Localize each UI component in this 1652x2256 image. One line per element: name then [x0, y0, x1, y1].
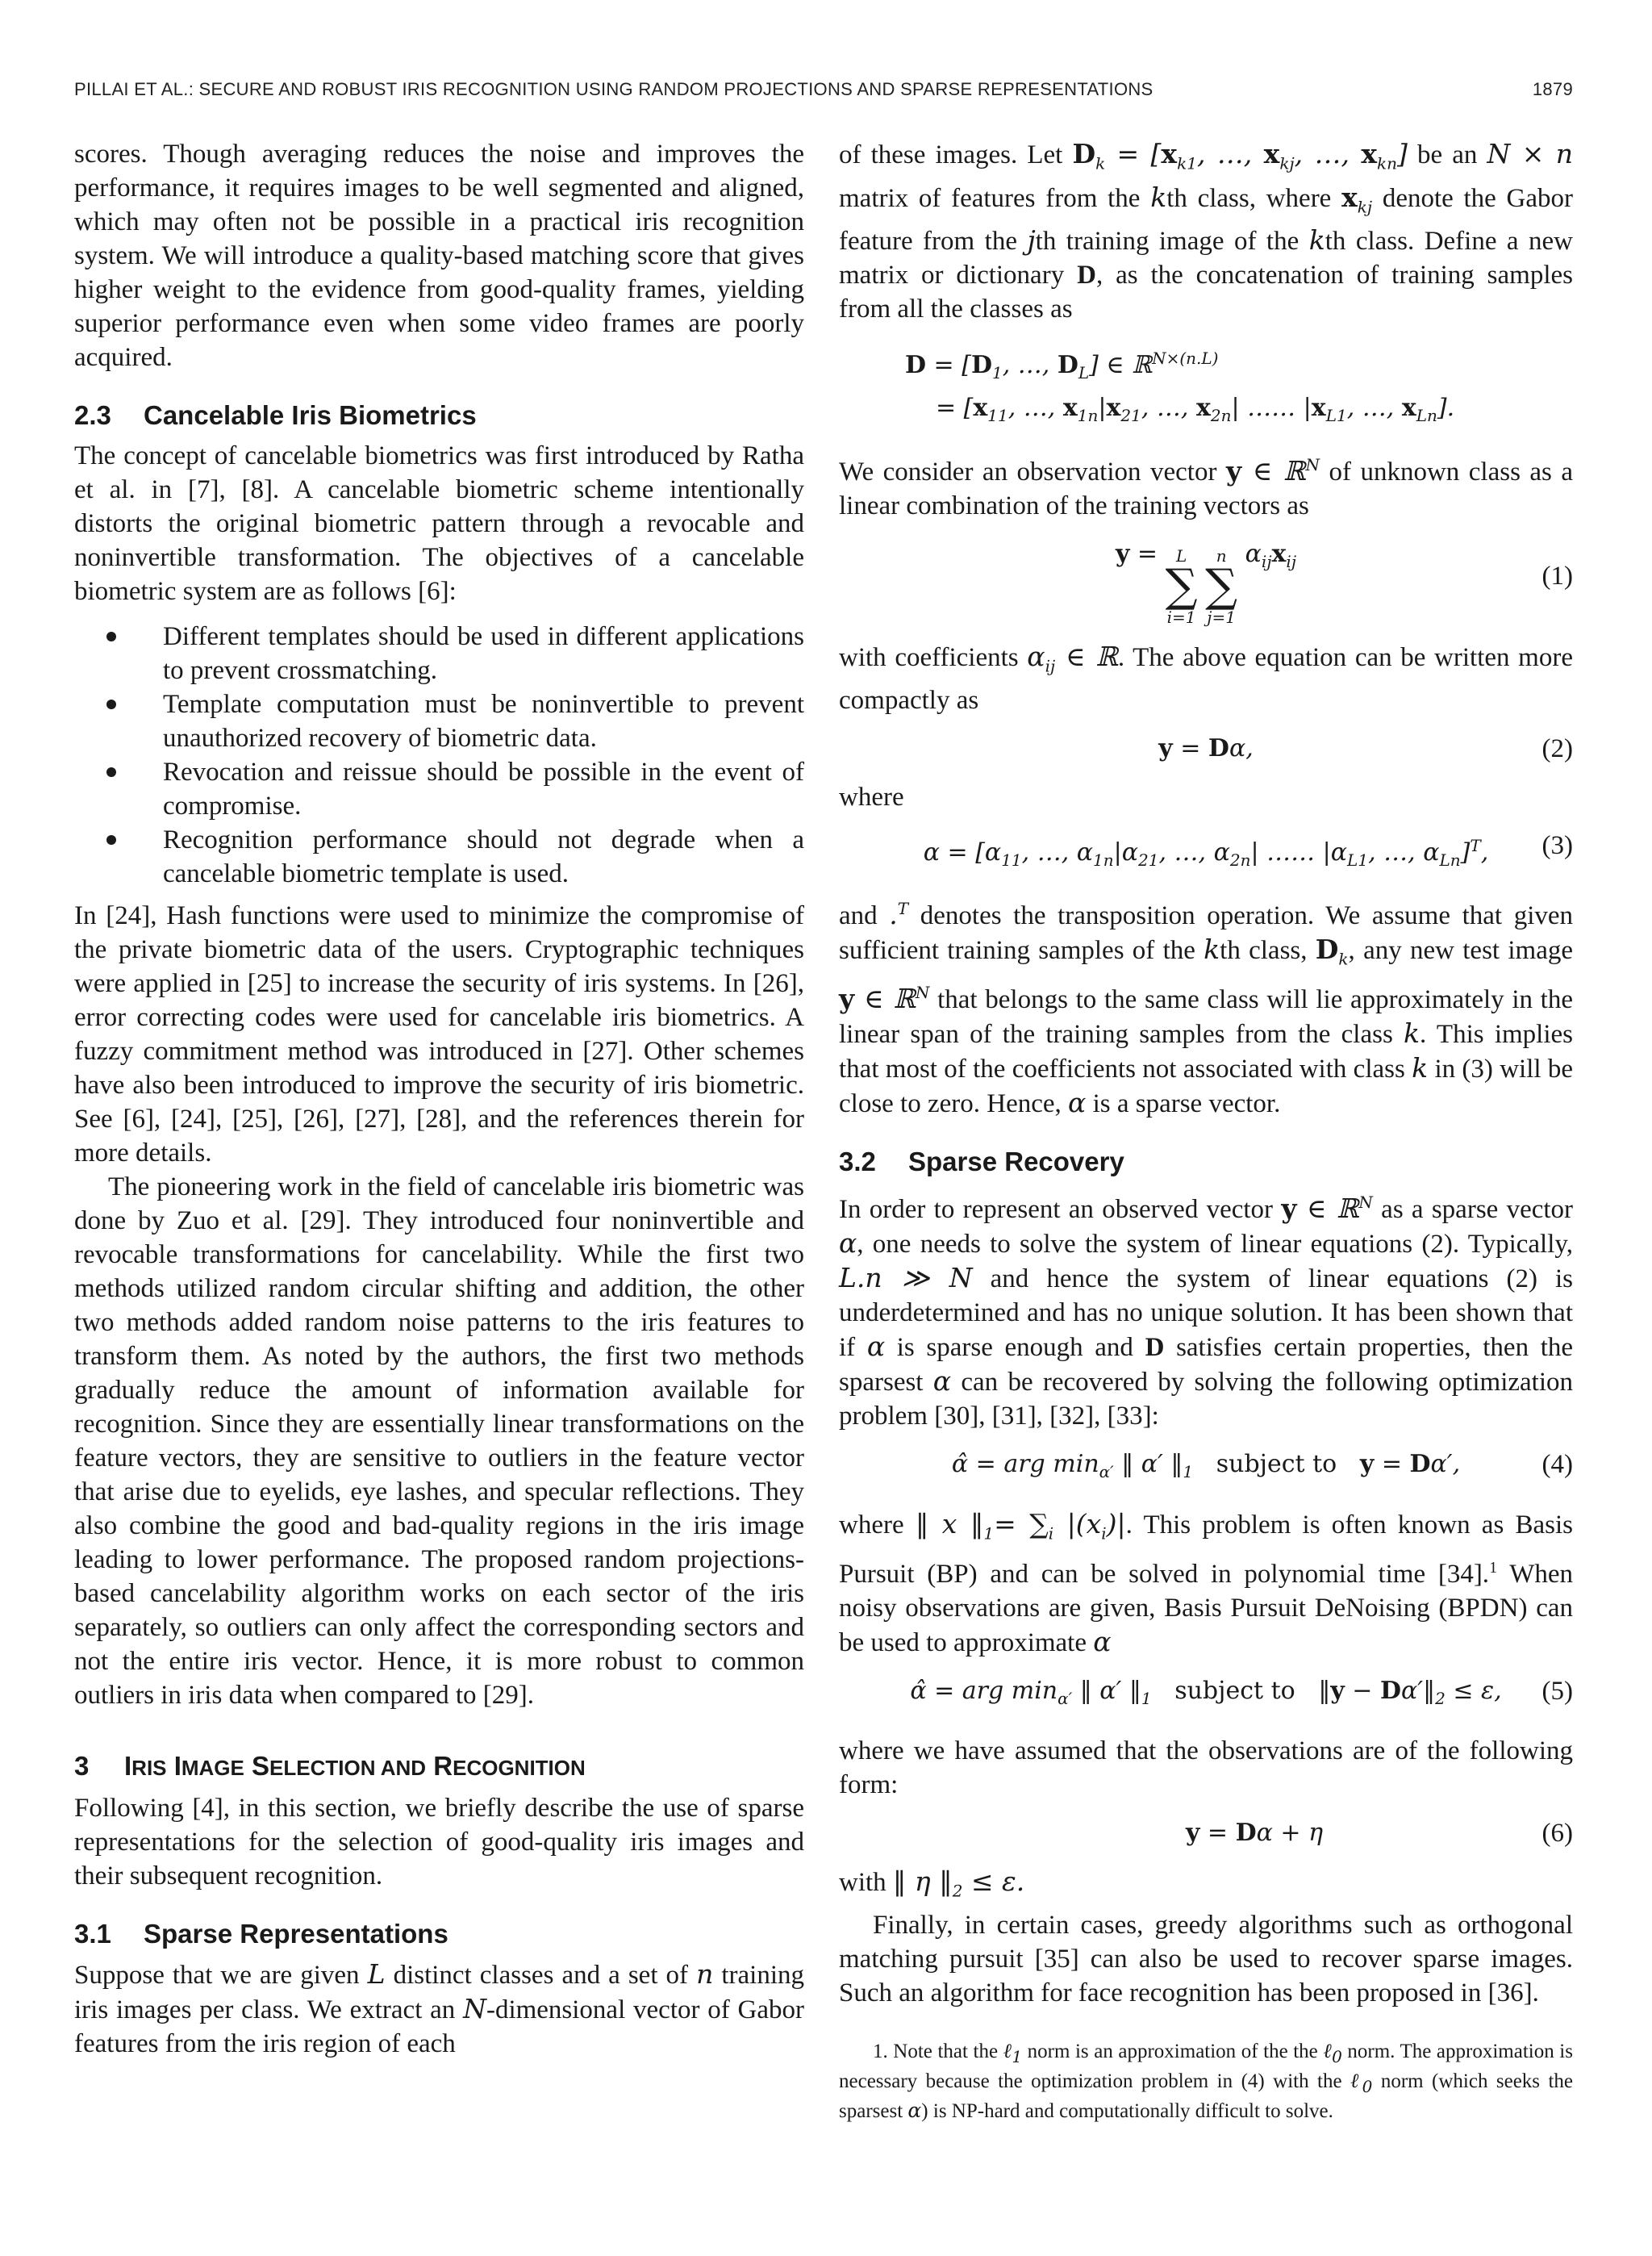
- bullet-icon: [106, 835, 116, 845]
- section-title: Cancelable Iris Biometrics: [144, 400, 477, 430]
- equation-number: (1): [1541, 562, 1573, 591]
- section-3-heading: 3 IRIS IMAGE SELECTION AND RECOGNITION: [74, 1749, 804, 1785]
- bullet-icon: [106, 632, 116, 641]
- list-item-text: Recognition performance should not degrade when a cancelable biometric template is used.: [163, 825, 804, 888]
- equation-4: α̂ = arg $\min_{\alpha'}$ ‖ α′ $‖_1$ subject to y = Dα′, (4): [839, 1448, 1573, 1493]
- equation-2: y = Dα, (2): [839, 732, 1573, 766]
- paragraph: Finally, in certain cases, greedy algorithms such as orthogonal matching pursuit [35] can also be used to recover sparse images. Such an algorithm for face recognition has been proposed in [36].: [839, 1910, 1573, 2007]
- equation-number: (2): [1541, 733, 1573, 763]
- objectives-list: [74, 620, 804, 891]
- equation-1: y = L ∑ i=1 n ∑ j=1 $\alpha_{ij}x_{ij}$ (1): [1115, 540, 1573, 628]
- paragraph: with ‖ η $‖_2 \le \varepsilon$.: [839, 1865, 1025, 1901]
- running-title: PILLAI ET AL.: SECURE AND ROBUST IRIS RECOGNITION USING RANDOM PROJECTIONS AND SPARSE REPRESENTATIONS: [74, 79, 1153, 99]
- page-number: 1879: [1532, 79, 1573, 99]
- paragraph: of these images. Let $D_k = [x_{k1}$, …, $x_{kj}$, …, $x_{kn}$] be an N × n matrix of features from the kth class, where $x_{kj}$ denote the Gabor feature from the jth training image of the kth class. Define a new matrix or dictionary D, as the concatenation of training samples from all the classes as: [839, 138, 1574, 324]
- equation-5: α̂ = arg $\min_{\alpha'}$ ‖ α′ $‖_1$ subject to ‖y − $D\alpha'‖_2 \le \varepsilon$, (5): [839, 1674, 1573, 1719]
- section-title: Sparse Recovery: [908, 1147, 1124, 1177]
- paragraph: Following [4], in this section, we briefly describe the use of sparse representations for the selection of good-quality iris images and their subsequent recognition.: [74, 1794, 804, 1890]
- list-item: [74, 620, 804, 687]
- list-item: [74, 823, 804, 891]
- left-column: [74, 137, 804, 2061]
- equation-number: (3): [1541, 830, 1573, 860]
- running-header: [74, 79, 1573, 100]
- paragraph: The concept of cancelable biometrics was first introduced by Ratha et al. in [7], [8]. A cancelable biometric scheme intentionally distorts the original biometric pattern through a revocable and noninvertible transformation. The objectives of a cancelable biometric system are as follows [6]:: [74, 441, 804, 606]
- equation-number: (5): [1541, 1676, 1573, 1706]
- section-3-1-heading: [74, 1917, 804, 1951]
- paragraph: In order to represent an observed vector y ∈ ℝ$^N$ as a sparse vector α, one needs to solve the system of linear equations (2). Typically, L.n ≫ N and hence the system of linear equations (2) is underdetermined and has no unique solution. It has been shown that if α is sparse enough and D satisfies certain properties, then the sparsest α can be recovered by solving the following optimization problem [30], [31], [32], [33]:: [839, 1193, 1574, 1431]
- equation-6: y = Dα + η (6): [839, 1816, 1573, 1850]
- footnote-marker: 1: [1489, 1558, 1498, 1577]
- bullet-icon: [106, 700, 116, 709]
- paragraph: with coefficients $\alpha_{ij}$ ∈ ℝ. The above equation can be written more compactly as: [839, 641, 1573, 715]
- dictionary-definition: $D = [D_1$, …, $D_L$] ∈ ℝ$^{N\times(n.L)}$ = [$x_{11}$, …, $x_{1n}|x_{21}$, …, $x_{2n}|$ …… $|x_{L1}$, …, $x_{Ln}$].: [905, 349, 1455, 426]
- paragraph: The pioneering work in the field of cancelable iris biometric was done by Zuo et al. [29]. They introduced four noninvertible and revocable transformations for cancelability. While the first two methods utilized random circular shifting and addition, the other two methods added random noise patterns to the iris features to transform them. As noted by the authors, the first two methods gradually reduce the amount of information available for recognition. Since they are essentially linear transformations on the feature vectors, they are sensitive to outliers in the feature vector that arise due to eyelids, eye lashes, and specular reflections. They also combine the good and bad-quality regions in the iris image leading to lower performance. The proposed random projections-based cancelability algorithm works on each sector of the iris separately, so outliers can only affect the corresponding sectors and not the entire iris vector. Hence, it is more robust to common outliers in iris data when compared to [29].: [74, 1172, 804, 1710]
- list-item-text: Revocation and reissue should be possible in the event of compromise.: [163, 758, 804, 821]
- paragraph: Suppose that we are given L distinct classes and a set of n training iris images per class. We extract an N-dimensional vector of Gabor features from the iris region of each: [74, 1958, 805, 2058]
- section-number: 3: [74, 1751, 90, 1781]
- equation-number: (4): [1541, 1450, 1573, 1480]
- section-2-3-heading: [74, 399, 804, 432]
- section-number: 3.1: [74, 1919, 111, 1949]
- list-item-text: Different templates should be used in different applications to prevent crossmatching.: [163, 622, 804, 685]
- equation-3: $\alpha = [\alpha_{11}$, …, $\alpha_{1n}|\alpha_{21}$, …, $\alpha_{2n}|$ …… $|\alpha_{L1}$, …, $\alpha_{Ln}]^T$, (3): [839, 829, 1573, 877]
- equation-number: (6): [1541, 1818, 1573, 1848]
- paragraph: In [24], Hash functions were used to minimize the compromise of the private biometric data of the users. Cryptographic techniques were applied in [25] to increase the security of iris systems. In [26], error correcting codes were used for cancelable iris biometrics. A fuzzy commitment method was introduced in [27]. Other schemes have also been introduced to improve the security of iris biometric. See [6], [24], [25], [26], [27], [28], and the references therein for more details.: [74, 901, 804, 1168]
- section-number: 2.3: [74, 400, 111, 430]
- section-3-2-heading: [839, 1145, 1573, 1179]
- paragraph: We consider an observation vector y ∈ ℝ$^N$ of unknown class as a linear combination of the training vectors as: [839, 455, 1574, 521]
- footnote: 1. Note that the ℓ$_1$ norm is an approximation of the the ℓ$_0$ norm. The approximation is necessary because the optimization problem in (4) with the ℓ$_0$ norm (which seeks the sparsest α) is NP-hard and computationally difficult to solve.: [839, 2038, 1574, 2122]
- intro-paragraph: scores. Though averaging reduces the noise and improves the performance, it requires images to be well segmented and aligned, which may often not be possible in a practical iris recognition system. We will introduce a quality-based matching score that gives higher weight to the evidence from good-quality frames, yielding superior performance even when some video frames are poorly acquired.: [74, 140, 804, 372]
- right-column: [839, 137, 1573, 2124]
- list-item-text: Template computation must be noninvertible to prevent unauthorized recovery of biometric data.: [163, 690, 804, 753]
- paragraph: where ‖ x $‖_1= \sum_i$ $|(x_i)|$. This problem is often known as Basis Pursuit (BP) and can be solved in polynomial time [34].$^1$ When noisy observations are given, Basis Pursuit DeNoising (BPDN) can be used to approximate α: [839, 1508, 1574, 1657]
- paragraph: where we have assumed that the observations are of the following form:: [839, 1736, 1573, 1799]
- section-number: 3.2: [839, 1147, 876, 1177]
- bullet-icon: [106, 767, 116, 777]
- paragraph: and .$^T$ denotes the transposition operation. We assume that given sufficient training samples of the kth class, $D_k$, any new test image y ∈ ℝ$^N$ that belongs to the same class will lie approximately in the linear span of the training samples from the class k. This implies that most of the coefficients not associated with class k in (3) will be close to zero. Hence, α is a sparse vector.: [839, 898, 1574, 1119]
- paragraph: where: [839, 782, 904, 812]
- list-item: [74, 687, 804, 755]
- section-title: Sparse Representations: [144, 1919, 448, 1949]
- list-item: [74, 755, 804, 823]
